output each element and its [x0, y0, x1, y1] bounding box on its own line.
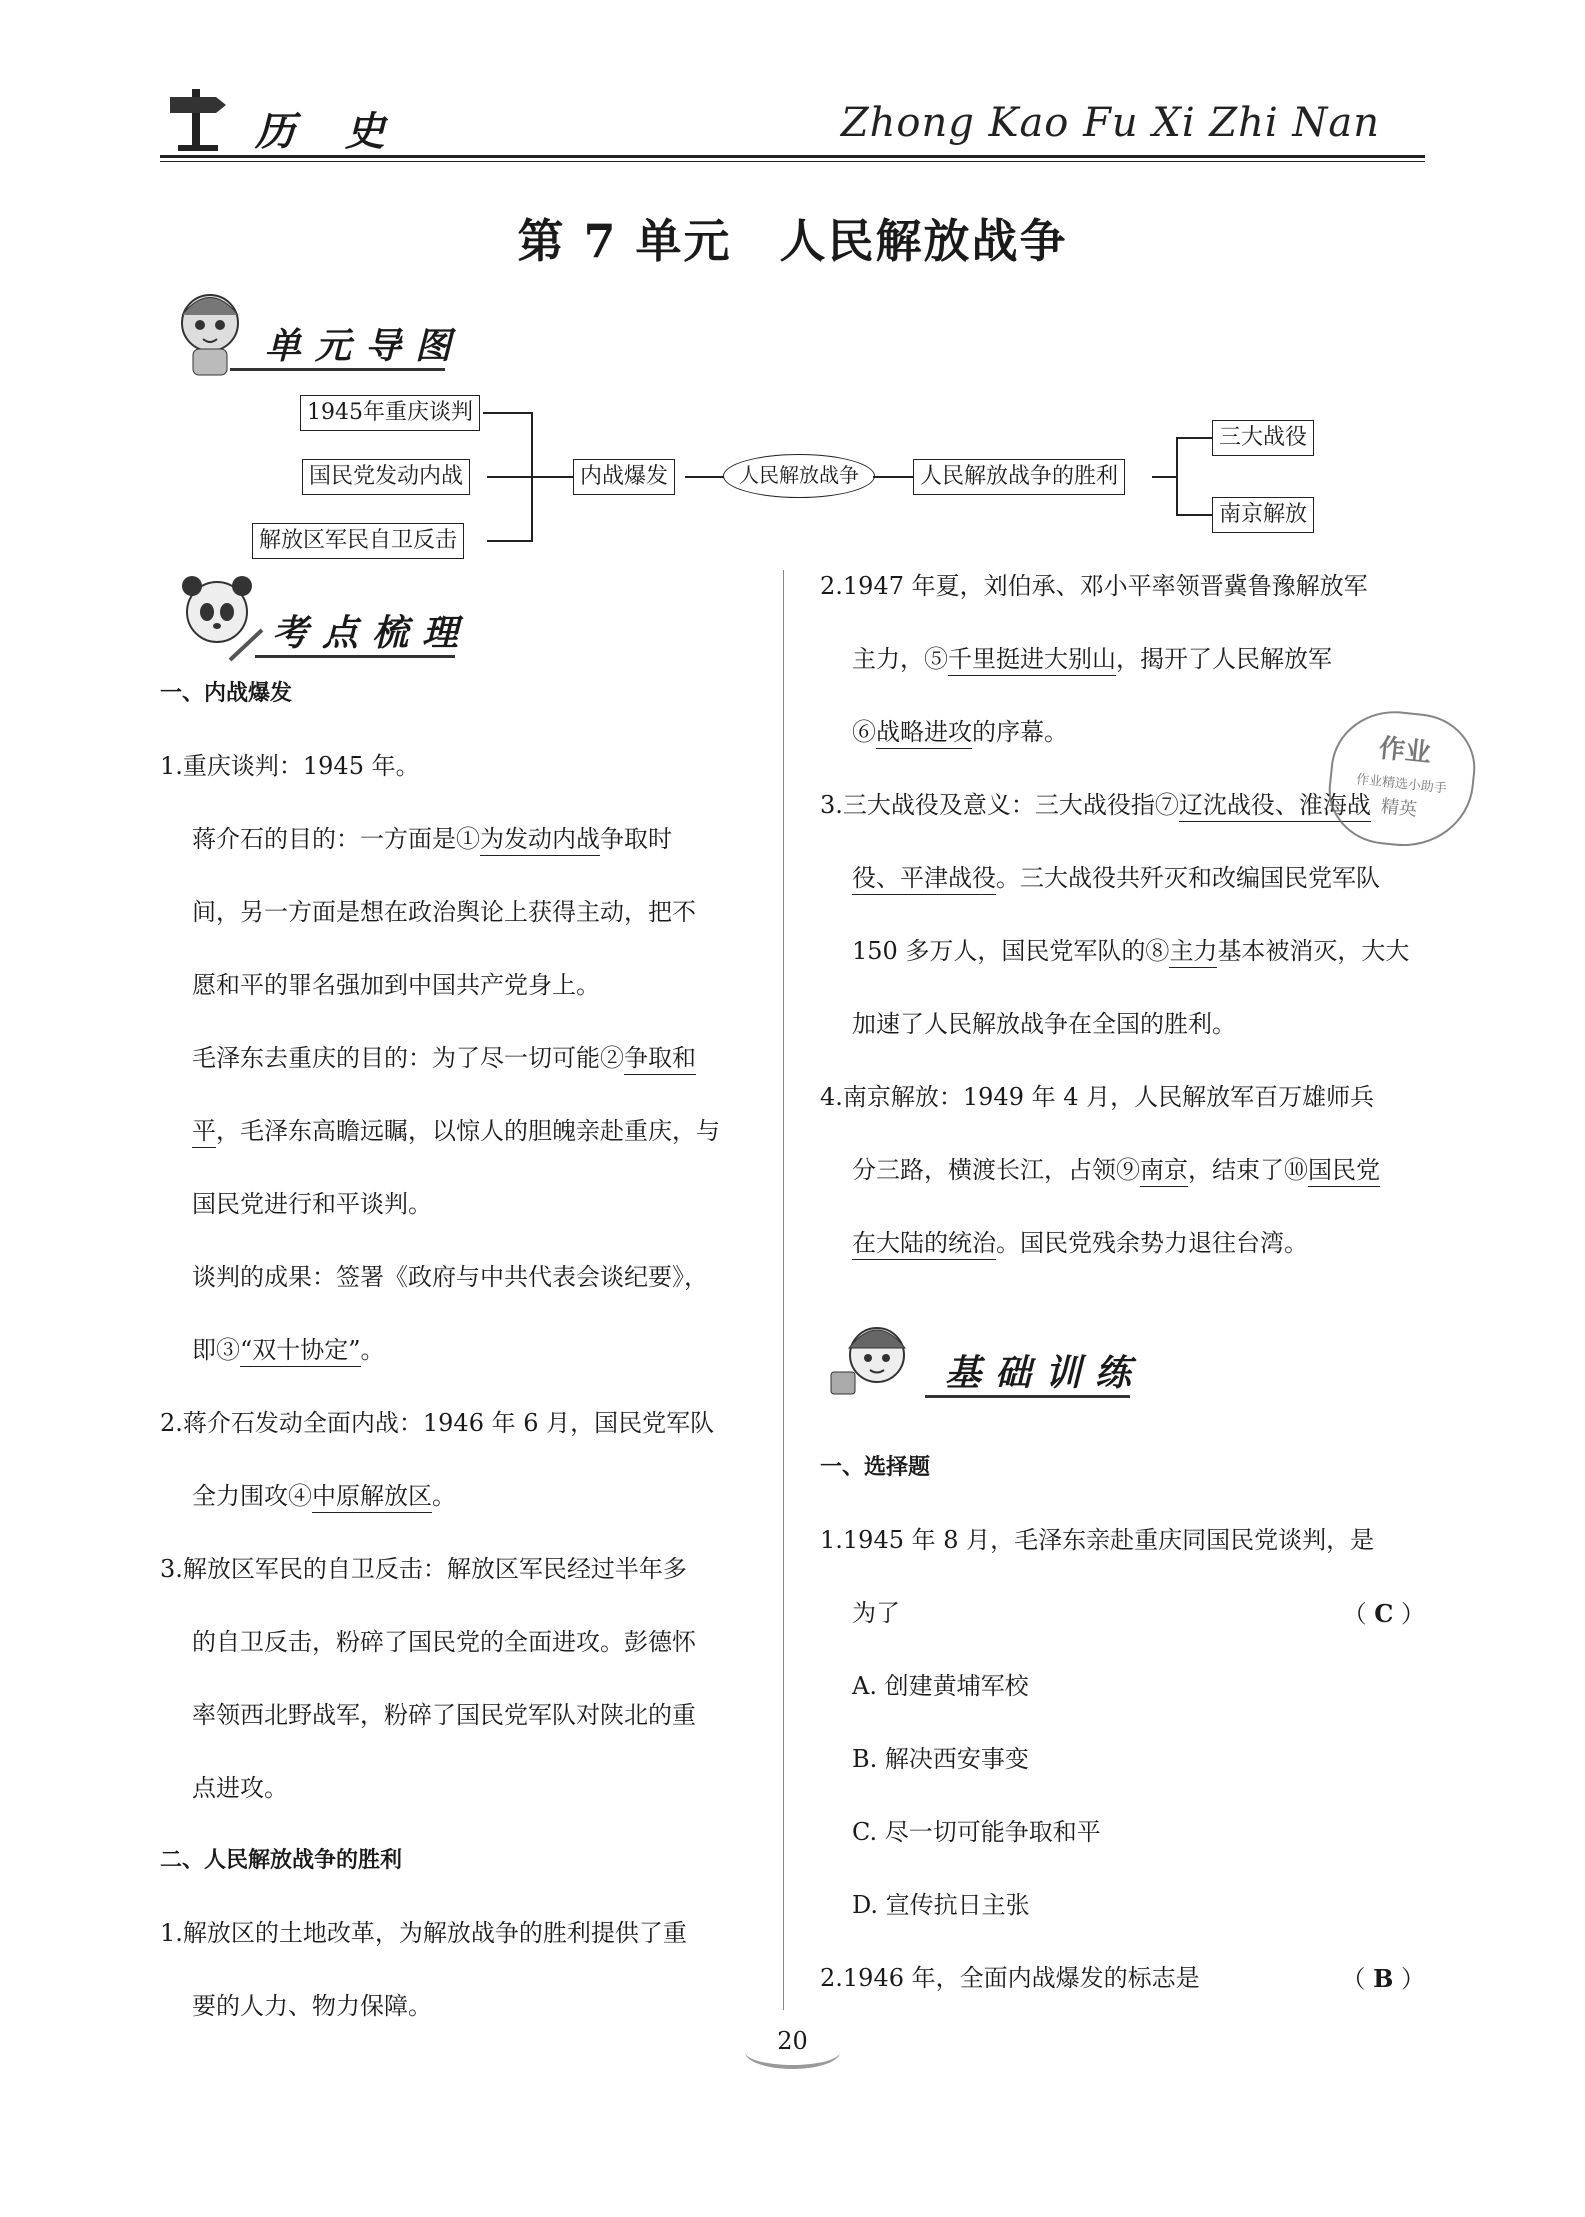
paragraph: 2.蒋介石发动全面内战：1946 年 6 月，国民党军队 [160, 1409, 715, 1437]
paragraph: 分三路，横渡长江，占领⑨南京，结束了⑩国民党 [820, 1134, 1425, 1207]
mindmap-box-nanjing: 南京解放 [1212, 497, 1314, 533]
answer-8: 主力 [1169, 937, 1217, 968]
answer-7-cont: 役、平津战役 [852, 864, 996, 895]
paragraph: 役、平津战役。三大战役共歼灭和改编国民党军队 [820, 842, 1425, 915]
paragraph: 即③“双十协定”。 [160, 1314, 768, 1387]
paragraph: 加速了人民解放战争在全国的胜利。 [852, 1010, 1236, 1038]
exercise-block [820, 1432, 1425, 2016]
paragraph: 全力围攻④中原解放区。 [160, 1460, 768, 1533]
paragraph: 主力，⑤千里挺进大别山，揭开了人民解放军 [820, 623, 1425, 696]
answer-6: 战略进攻 [876, 718, 972, 749]
question-1-cont: 为了 （ C ） [820, 1577, 1425, 1650]
paragraph: 3.解放区军民的自卫反击：解放区军民经过半年多 [160, 1555, 687, 1583]
mindmap-center-oval: 人民解放战争 [723, 454, 875, 498]
answer-blank-2: （ B ） [1341, 1964, 1425, 1993]
paragraph: 国民党进行和平谈判。 [192, 1190, 432, 1218]
paragraph: 愿和平的罪名强加到中国共产党身上。 [192, 971, 600, 999]
answer-1: 为发动内战 [480, 825, 600, 856]
paragraph: ⑥战略进攻的序幕。 [820, 696, 1425, 769]
bracket-line [1176, 514, 1212, 516]
mindmap-box-victory: 人民解放战争的胜利 [913, 459, 1125, 495]
mindmap-box-war-outbreak: 内战爆发 [573, 459, 675, 495]
bracket-line [487, 540, 533, 542]
answer-2-cont: 平 [192, 1117, 216, 1148]
signpost-icon [160, 85, 240, 159]
left-column [160, 658, 768, 2043]
paragraph: 间，另一方面是想在政治舆论上获得主动，把不 [192, 898, 696, 926]
subject-title: 历 史 [255, 108, 403, 155]
cartoon-panda-icon [170, 570, 265, 669]
answer-4: 中原解放区 [312, 1482, 432, 1513]
header-rule-thin [160, 161, 1425, 162]
bracket-line [531, 412, 533, 542]
paragraph: 的自卫反击，粉碎了国民党的全面进攻。彭德怀 [192, 1628, 696, 1656]
bracket-line [1176, 437, 1212, 439]
paragraph: 蒋介石的目的：一方面是①为发动内战争取时 [160, 803, 768, 876]
answer-2: 争取和 [624, 1044, 696, 1075]
paragraph: 谈判的成果：签署《政府与中共代表会谈纪要》， [192, 1263, 708, 1291]
right-column [820, 550, 1425, 1280]
connector-line [873, 476, 913, 478]
paragraph: 点进攻。 [192, 1774, 288, 1802]
column-divider [783, 570, 784, 2010]
heading-choice: 一、选择题 [820, 1455, 931, 1480]
paragraph: 4.南京解放：1949 年 4 月，人民解放军百万雄师兵 [820, 1083, 1375, 1111]
header-rule [160, 155, 1425, 158]
answer-blank-1: （ C ） [1342, 1599, 1425, 1628]
paragraph: 毛泽东去重庆的目的：为了尽一切可能②争取和 [160, 1022, 768, 1095]
homework-stamp: 作业 作业精选小助手 精英 [1323, 705, 1480, 853]
section-underline [925, 1395, 1130, 1398]
paragraph: 150 多万人，国民党军队的⑧主力基本被消灭，大大 [820, 915, 1425, 988]
mindmap-box-counterattack: 解放区军民自卫反击 [252, 523, 464, 559]
heading-victory: 二、人民解放战争的胜利 [160, 1848, 403, 1873]
paragraph: 3.三大战役及意义：三大战役指⑦辽沈战役、淮海战 [820, 769, 1425, 842]
paragraph: 1.重庆谈判：1945 年。 [160, 752, 420, 780]
mindmap-box-three-battles: 三大战役 [1212, 420, 1314, 456]
question-2: 2.1946 年，全面内战爆发的标志是 （ B ） [820, 1942, 1425, 2015]
answer-5: 千里挺进大别山 [948, 645, 1116, 676]
paragraph: 平，毛泽东高瞻远瞩，以惊人的胆魄亲赴重庆，与 [160, 1095, 768, 1168]
mindmap-box-chongqing: 1945年重庆谈判 [300, 395, 480, 431]
paragraph: 在大陆的统治。国民党残余势力退往台湾。 [820, 1207, 1425, 1280]
section-title-review: 考点梳理 [272, 612, 473, 654]
paragraph: 要的人力、物力保障。 [192, 1992, 432, 2020]
answer-3: “双十协定” [240, 1336, 361, 1367]
answer-10-cont: 在大陆的统治 [852, 1229, 996, 1260]
option-b: B. 解决西安事变 [852, 1745, 1029, 1773]
paragraph: 率领西北野战军，粉碎了国民党军队对陕北的重 [192, 1701, 696, 1729]
answer-7: 辽沈战役、淮海战 [1179, 791, 1371, 822]
option-d: D. 宣传抗日主张 [852, 1891, 1030, 1919]
unit-title: 第 7 单元 人民解放战争 [517, 214, 1068, 268]
answer-10: 国民党 [1308, 1156, 1380, 1187]
question-1: 1.1945 年 8 月，毛泽东亲赴重庆同国民党谈判，是 [820, 1526, 1375, 1554]
page-number: 20 [777, 2027, 808, 2055]
section-underline [230, 368, 445, 371]
series-name: Zhong Kao Fu Xi Zhi Nan [840, 100, 1380, 146]
option-c: C. 尽一切可能争取和平 [852, 1818, 1101, 1846]
paragraph: 1.解放区的土地改革，为解放战争的胜利提供了重 [160, 1919, 687, 1947]
answer-9: 南京 [1140, 1156, 1188, 1187]
bracket-line [483, 412, 533, 414]
section-title-practice: 基础训练 [945, 1352, 1146, 1394]
connector-line [685, 476, 725, 478]
cartoon-boy-icon [825, 1310, 925, 1409]
connector-line [1152, 476, 1178, 478]
option-a: A. 创建黄埔军校 [852, 1672, 1029, 1700]
bracket-line [487, 476, 573, 478]
paragraph: 2.1947 年夏，刘伯承、邓小平率领晋冀鲁豫解放军 [820, 572, 1368, 600]
bracket-line [1176, 437, 1178, 515]
heading-civil-war-outbreak: 一、内战爆发 [160, 681, 293, 706]
section-title-map: 单元导图 [265, 325, 466, 367]
mindmap-box-civil-war: 国民党发动内战 [302, 459, 470, 495]
